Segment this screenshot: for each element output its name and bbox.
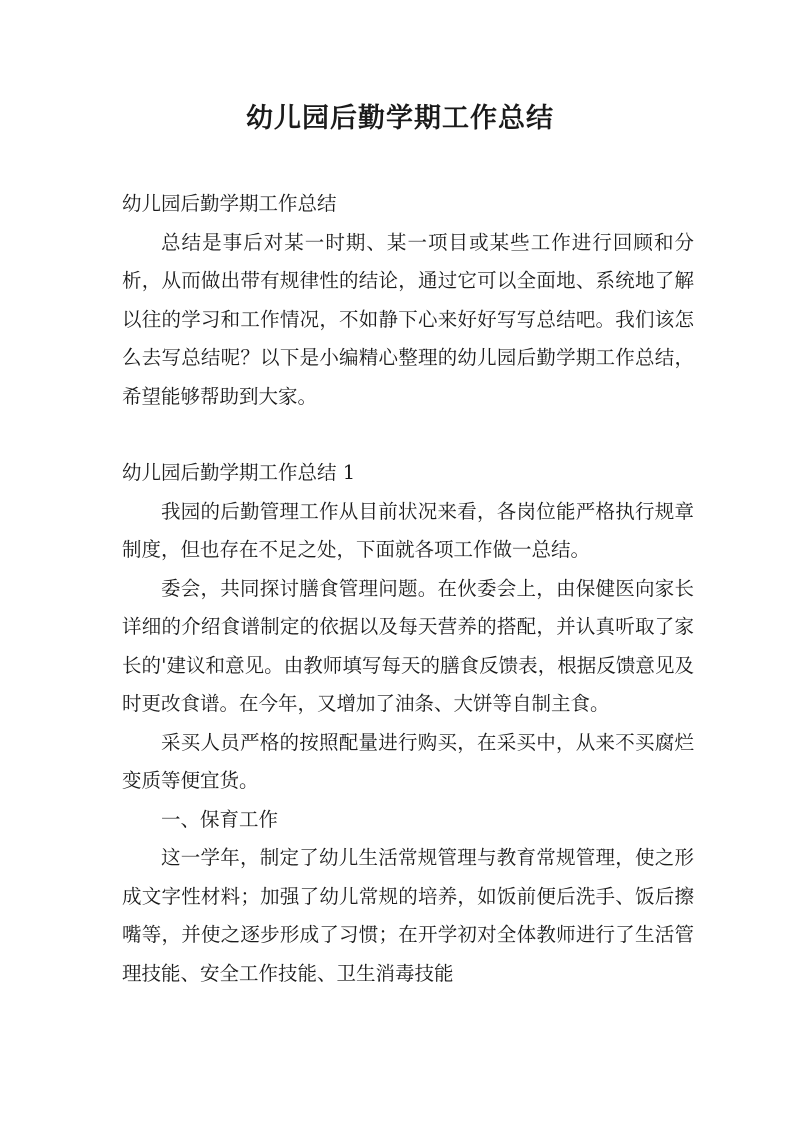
intro-paragraph: 总结是事后对某一时期、某一项目或某些工作进行回顾和分析，从而做出带有规律性的结论，通过它可以全面地、系统地了解以往的学习和工作情况，不如静下心来好好写写总结吧。我们该怎么去写总结呢？以下是小编精心整理的幼儿园后勤学期工作总结，希望能够帮助到大家。 [122,230,694,408]
section-heading: 幼儿园后勤学期工作总结 1 [122,461,356,484]
body-paragraph: 委会，共同探讨膳食管理问题。在伙委会上，由保健医向家长详细的介绍食谱制定的依据以及每天营养的搭配，并认真听取了家长的'建议和意见。由教师填写每天的膳食反馈表，根据反馈意见及时更改食谱。在今年，又增加了油条、大饼等自制主食。 [122,576,694,715]
body-paragraph: 这一学年，制定了幼儿生活常规管理与教育常规管理，使之形成文字性材料；加强了幼儿常规的培养，如饭前便后洗手、饭后擦嘴等，并使之逐步形成了习惯；在开学初对全体教师进行了生活管理技能、安全工作技能、卫生消毒技能 [122,846,694,985]
paragraph-gap [122,416,694,454]
document-title: 幼儿园后勤学期工作总结 [246,103,554,134]
subsection-heading: 一、保育工作 [161,807,279,831]
body-paragraph: 我园的后勤管理工作从目前状况来看，各岗位能严格执行规章制度，但也存在不足之处，下面就各项工作做一总结。 [122,499,694,561]
body-paragraph: 采买人员严格的按照配量进行购买，在采买中，从来不买腐烂变质等便宜货。 [122,730,694,792]
document-body [122,185,694,993]
document-subtitle: 幼儿园后勤学期工作总结 [122,192,337,215]
